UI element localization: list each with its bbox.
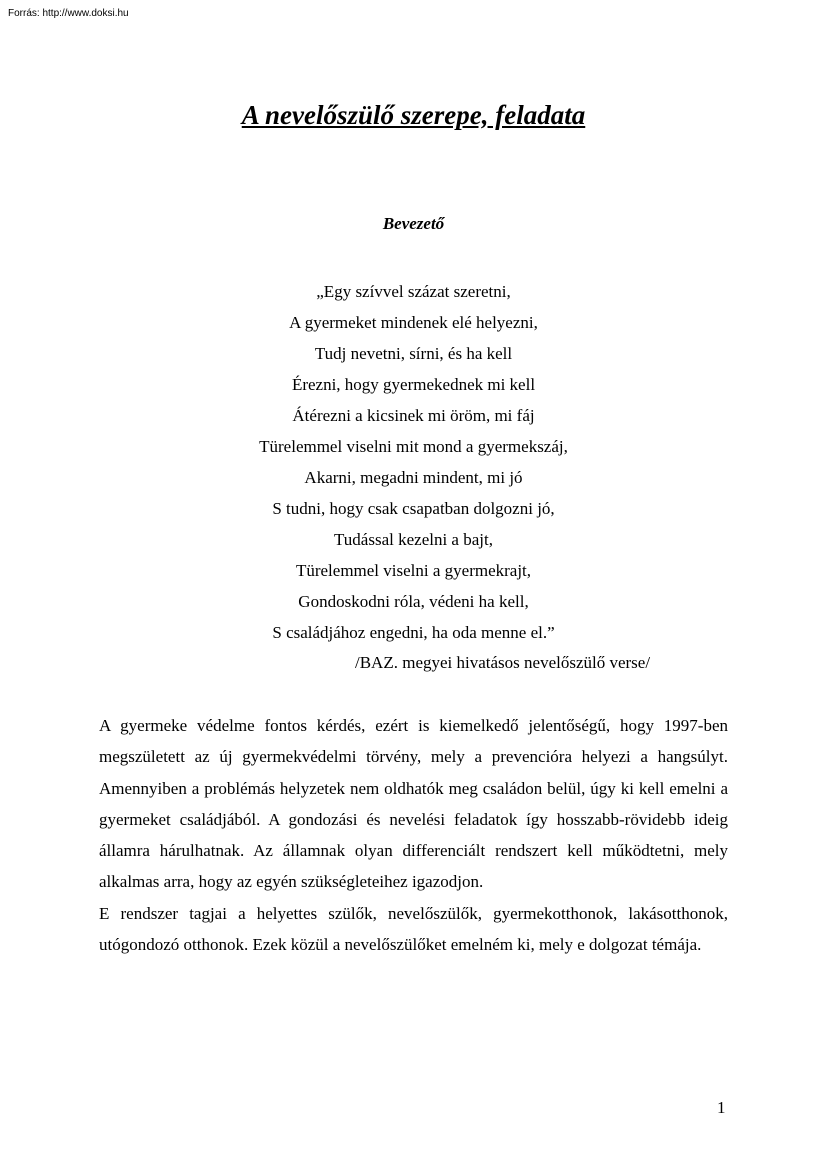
poem bbox=[0, 276, 827, 648]
poem-line: Tudással kezelni a bajt, bbox=[334, 530, 493, 549]
page-number: 1 bbox=[717, 1098, 726, 1117]
poem-line: S családjához engedni, ha oda menne el.” bbox=[272, 623, 555, 642]
source-url: Forrás: http://www.doksi.hu bbox=[8, 8, 129, 19]
poem-attribution: /BAZ. megyei hivatásos nevelőszülő verse/ bbox=[355, 653, 651, 672]
body-text bbox=[99, 710, 728, 960]
poem-line: Türelemmel viselni a gyermekrajt, bbox=[295, 561, 532, 580]
poem-line: Akarni, megadni mindent, mi jó bbox=[304, 468, 523, 487]
poem-line: S tudni, hogy csak csapatban dolgozni jó, bbox=[272, 499, 555, 518]
poem-line: Gondoskodni róla, védeni ha kell, bbox=[298, 592, 529, 611]
paragraph: A gyermeke védelme fontos kérdés, ezért is kiemelkedő jelentőségű, hogy 1997-ben megszületett az új gyermekvédelmi törvény, mely a prevencióra helyezi a hangsúlyt. Amennyiben a problémás helyzetek nem oldhatók meg családon belül, úgy ki kell emelni a gyermeket családjából. A gondozási és nevelési feladatok így hosszabb-rövidebb ideig államra hárulhatnak. Az államnak olyan differenciált rendszert kell működtetni, mely alkalmas arra, hogy az egyén szükségleteihez igazodjon. bbox=[99, 716, 728, 892]
poem-line: A gyermeket mindenek elé helyezni, bbox=[289, 313, 538, 332]
paragraph: E rendszer tagjai a helyettes szülők, nevelőszülők, gyermekotthonok, lakásotthonok, utógondozó otthonok. Ezek közül a nevelőszülőket emelném ki, mely e dolgozat témája. bbox=[99, 903, 728, 955]
poem-line: Átérezni a kicsinek mi öröm, mi fáj bbox=[292, 406, 535, 425]
poem-line: Tudj nevetni, sírni, és ha kell bbox=[314, 344, 513, 363]
poem-line: Érezni, hogy gyermekednek mi kell bbox=[291, 375, 536, 394]
section-heading: Bevezető bbox=[382, 214, 445, 233]
poem-line: „Egy szívvel százat szeretni, bbox=[316, 282, 511, 301]
page-title: A nevelőszülő szerepe, feladata bbox=[241, 100, 586, 130]
poem-line: Türelemmel viselni mit mond a gyermekszáj, bbox=[259, 437, 568, 456]
